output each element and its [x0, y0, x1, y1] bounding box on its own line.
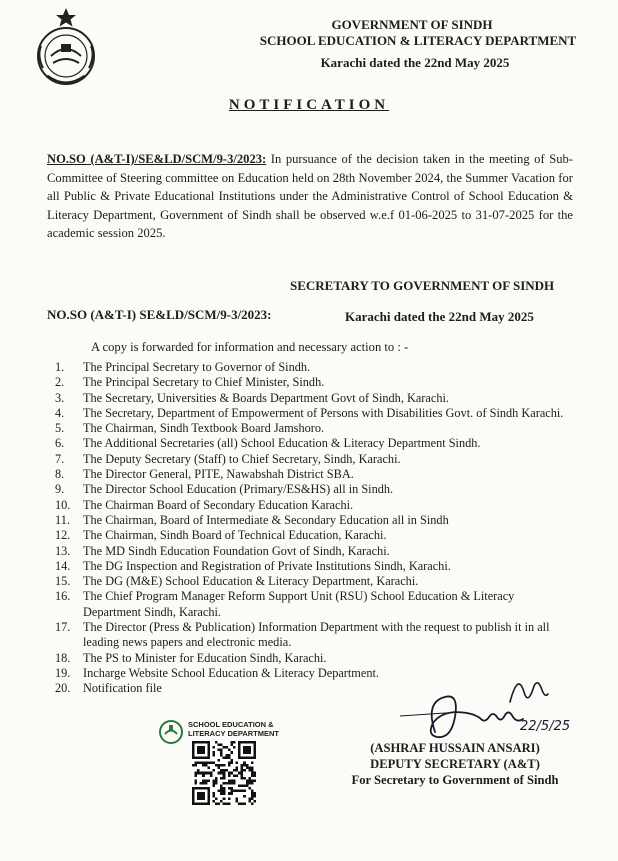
header-department: SCHOOL EDUCATION & LITERACY DEPARTMENT	[259, 33, 577, 48]
signature-date: 22/5/25	[520, 719, 571, 734]
distribution-item	[55, 589, 575, 620]
distribution-item	[55, 651, 575, 666]
distribution-item-text: The Additional Secretaries (all) School Education & Literacy Department Sindh.	[83, 436, 481, 451]
handwritten-signature	[400, 672, 590, 752]
header-government: GOVERNMENT OF SINDH	[331, 17, 493, 32]
distribution-item	[55, 482, 575, 497]
distribution-item	[55, 498, 575, 513]
distribution-item-number: 17.	[55, 620, 71, 635]
distribution-item	[55, 528, 575, 543]
distribution-item-number: 8.	[55, 467, 65, 482]
distribution-item-text: The MD Sindh Education Foundation Govt of Sindh, Karachi.	[83, 543, 390, 558]
distribution-item-number: 9.	[55, 482, 65, 497]
distribution-item	[55, 421, 575, 436]
distribution-item-text: The Secretary, Department of Empowerment of Persons with Disabilities Govt. of Sindh Karachi.	[83, 405, 564, 420]
qr-caption: SCHOOL EDUCATION & LITERACY DEPARTMENT	[188, 720, 279, 738]
distribution-item-number: 15.	[55, 574, 71, 589]
distribution-item-text: The Principal Secretary to Governor of Sindh.	[83, 360, 311, 374]
distribution-item	[55, 544, 575, 559]
distribution-item-text: The Director (Press & Publication) Information Department with the request to publish it in all leading news papers and electronic media.	[83, 620, 550, 650]
signatory-for-line: For Secretary to Government of Sindh	[351, 773, 559, 787]
distribution-item-number: 2.	[55, 375, 65, 390]
distribution-item	[55, 406, 575, 421]
distribution-list	[55, 360, 575, 697]
distribution-item-text: The Deputy Secretary (Staff) to Chief Secretary, Sindh, Karachi.	[83, 451, 401, 466]
distribution-item	[55, 452, 575, 467]
distribution-item-text: The DG (M&E) School Education & Literacy Department, Karachi.	[83, 574, 419, 589]
distribution-item-text: The Chairman, Board of Intermediate & Secondary Education all in Sindh	[83, 512, 449, 527]
distribution-item	[55, 620, 575, 651]
distribution-item-number: 14.	[55, 558, 71, 573]
department-logo-icon	[158, 719, 184, 745]
distribution-item-number: 12.	[55, 528, 71, 543]
distribution-item-text: Notification file	[83, 681, 162, 696]
distribution-item-number: 10.	[55, 497, 71, 512]
distribution-item-number: 16.	[55, 589, 71, 604]
notification-title: NOTIFICATION	[228, 97, 390, 113]
secretary-title: SECRETARY TO GOVERNMENT OF SINDH	[290, 278, 555, 293]
distribution-item-number: 11.	[55, 512, 70, 527]
distribution-item-text: The Director General, PITE, Nawabshah District SBA.	[83, 467, 354, 482]
distribution-item-text: The Chief Program Manager Reform Support Unit (RSU) School Education & Literacy Department Sindh, Karachi.	[83, 589, 515, 619]
distribution-item-number: 7.	[55, 451, 65, 466]
copy-forwarded-line: A copy is forwarded for information and necessary action to : -	[91, 340, 409, 354]
distribution-item-number: 4.	[55, 405, 65, 420]
distribution-item	[55, 375, 575, 390]
distribution-item-number: 20.	[55, 681, 71, 696]
notification-text: In pursuance of the decision taken in the meeting of Sub-Committee of Steering committee on Education held on 28th November 2024, the Summer Vacation for all Public & Private Educational Institutions under the Administrative Control of School Education & Literacy Department, Government of Sindh shall be observed w.e.f 01-06-2025 to 31-07-2025 for the academic session 2025.	[47, 152, 573, 240]
distribution-item	[55, 436, 575, 451]
distribution-item-number: 3.	[55, 390, 65, 405]
distribution-item-text: The Principal Secretary to Chief Minister, Sindh.	[83, 375, 325, 390]
distribution-item-text: The Director School Education (Primary/ES&HS) all in Sindh.	[83, 482, 394, 497]
distribution-item-text: The PS to Minister for Education Sindh, Karachi.	[83, 650, 327, 665]
copy-reference-date: Karachi dated the 22nd May 2025	[345, 309, 534, 324]
notification-body	[47, 150, 573, 243]
distribution-item-number: 18.	[55, 650, 71, 665]
distribution-item-number: 13.	[55, 543, 71, 558]
distribution-item	[55, 574, 575, 589]
reference-number: NO.SO (A&T-I)/SE&LD/SCM/9-3/2023:	[47, 152, 267, 166]
distribution-item-text: The Chairman, Sindh Board of Technical Education, Karachi.	[83, 528, 387, 543]
distribution-item-text: Incharge Website School Education & Literacy Department.	[83, 665, 379, 680]
signatory-designation: DEPUTY SECRETARY (A&T)	[370, 757, 540, 771]
distribution-item	[55, 467, 575, 482]
copy-reference-number: NO.SO (A&T-I) SE&LD/SCM/9-3/2023:	[47, 307, 272, 322]
distribution-item-number: 6.	[55, 436, 65, 451]
signatory-name: (ASHRAF HUSSAIN ANSARI)	[370, 741, 540, 755]
distribution-item	[55, 360, 575, 375]
distribution-item	[55, 513, 575, 528]
distribution-item-number: 5.	[55, 421, 65, 436]
distribution-item-text: The Chairman, Sindh Textbook Board Jamshoro.	[83, 421, 325, 436]
distribution-item-number: 19.	[55, 665, 71, 680]
distribution-item-number: 1.	[55, 360, 65, 374]
qr-code[interactable]	[192, 741, 256, 805]
distribution-item	[55, 559, 575, 574]
header-date: Karachi dated the 22nd May 2025	[320, 55, 510, 70]
distribution-item-text: The DG Inspection and Registration of Private Institutions Sindh, Karachi.	[83, 558, 451, 573]
distribution-item-text: The Chairman Board of Secondary Education Karachi.	[83, 497, 354, 512]
distribution-item-text: The Secretary, Universities & Boards Department Govt of Sindh, Karachi.	[83, 390, 449, 405]
sindh-government-seal-icon	[33, 6, 99, 86]
distribution-item	[55, 391, 575, 406]
